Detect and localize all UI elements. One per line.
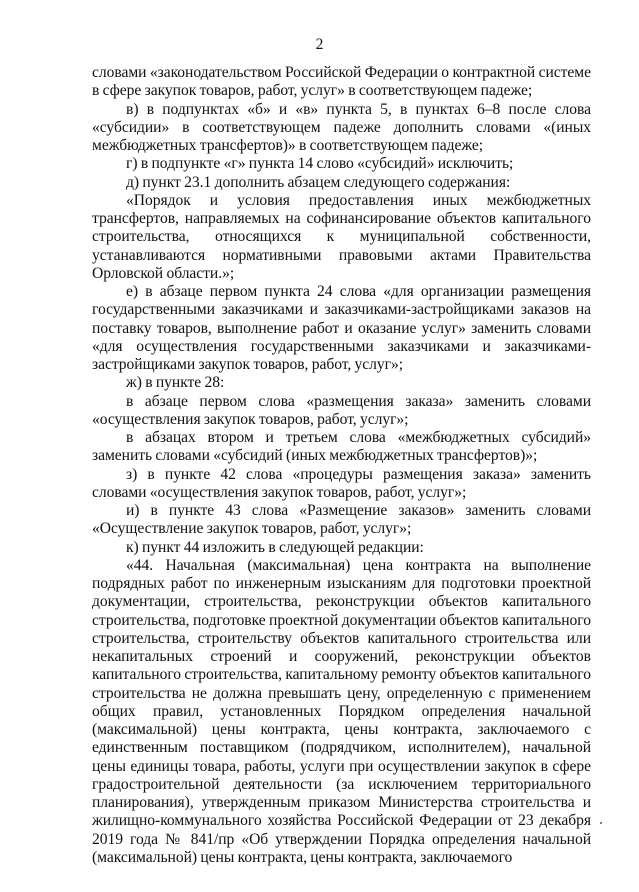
paragraph-item-d: д) пункт 23.1 дополнить абзацем следующего содержания:: [126, 173, 511, 191]
scan-speck: [600, 822, 602, 824]
paragraph-item-i: и) в пункте 43 слова «Размещение заказов» заменить словами «Осуществление закупок товаров, работ, услуг»;: [92, 502, 591, 538]
paragraph-zh-second: в абзацах втором и третьем слова «межбюджетных субсидий» заменить словами «субсидий (иных межбюджетных трансфертов)»;: [92, 429, 591, 465]
paragraph-item-e: е) в абзаце первом пункта 24 слова «для организации размещения государственными заказчиками и заказчиками-застройщиками заказов на поставку товаров, выполнение работ и оказание услуг» заменить словами «для осуществления государственными заказчиками и заказчиками-застройщиками закупок товаров, работ, услуг»;: [92, 283, 591, 373]
paragraph-quote-23-1: «Порядок и условия предоставления иных межбюджетных трансфертов, направляемых на софинансирование объектов капитального строительства, относящихся к муниципальной собственности, устанавливаются нормативными правовыми актами Правительства Орловской области.»;: [92, 191, 591, 282]
document-body: [92, 64, 591, 867]
paragraph-continuation: словами «законодательством Российской Федерации о контрактной системе в сфере закупок товаров, работ, услуг» в соответствующем падеже;: [92, 64, 591, 100]
paragraph-item-v: в) в подпунктах «б» и «в» пункта 5, в пунктах 6–8 после слова «субсидии» в соответствующем падеже дополнить словами «(иных межбюджетных трансфертов)» в соответствующем падеже;: [92, 100, 591, 154]
paragraph-zh-first: в абзаце первом слова «размещения заказа» заменить словами «осуществления закупок товаров, работ, услуг»;: [92, 392, 591, 428]
page-number: 2: [315, 36, 324, 53]
paragraph-item-g: г) в подпункте «г» пункта 14 слово «субсидий» исключить;: [126, 155, 514, 173]
paragraph-quote-44: «44. Начальная (максимальная) цена контракта на выполнение подрядных работ по инженерным изысканиям для подготовки проектной документации, строительства, реконструкции объектов капитального строительства, подготовке проектной документации объектов капитального строительства, строительству объектов капитального строительства или некапитальных строений и сооружений, реконструкции объектов капитального строительства, капитальному ремонту объектов капитального строительства не должна превышать цену, определенную с применением общих правил, установленных Порядком определения начальной (максимальной) цены контракта, цены контракта, заключаемого с единственным поставщиком (подрядчиком, исполнителем), начальной цены единицы товара, работы, услуги при осуществлении закупок в сфере градостроительной деятельности (за исключением территориального планирования), утвержденным приказом Министерства строительства и жилищно-коммунального хозяйства Российской Федерации от 23 декабря 2019 года № 841/пр «Об утверждении Порядка определения начальной (максимальной) цены контракта, цены контракта, заключаемого: [92, 556, 591, 866]
paragraph-item-k: к) пункт 44 изложить в следующей редакции:: [126, 538, 424, 556]
paragraph-item-zh: ж) в пункте 28:: [126, 374, 225, 392]
paragraph-item-z: з) в пункте 42 слова «процедуры размещения заказа» заменить словами «осуществления закупок товаров, работ, услуг»;: [92, 465, 591, 501]
